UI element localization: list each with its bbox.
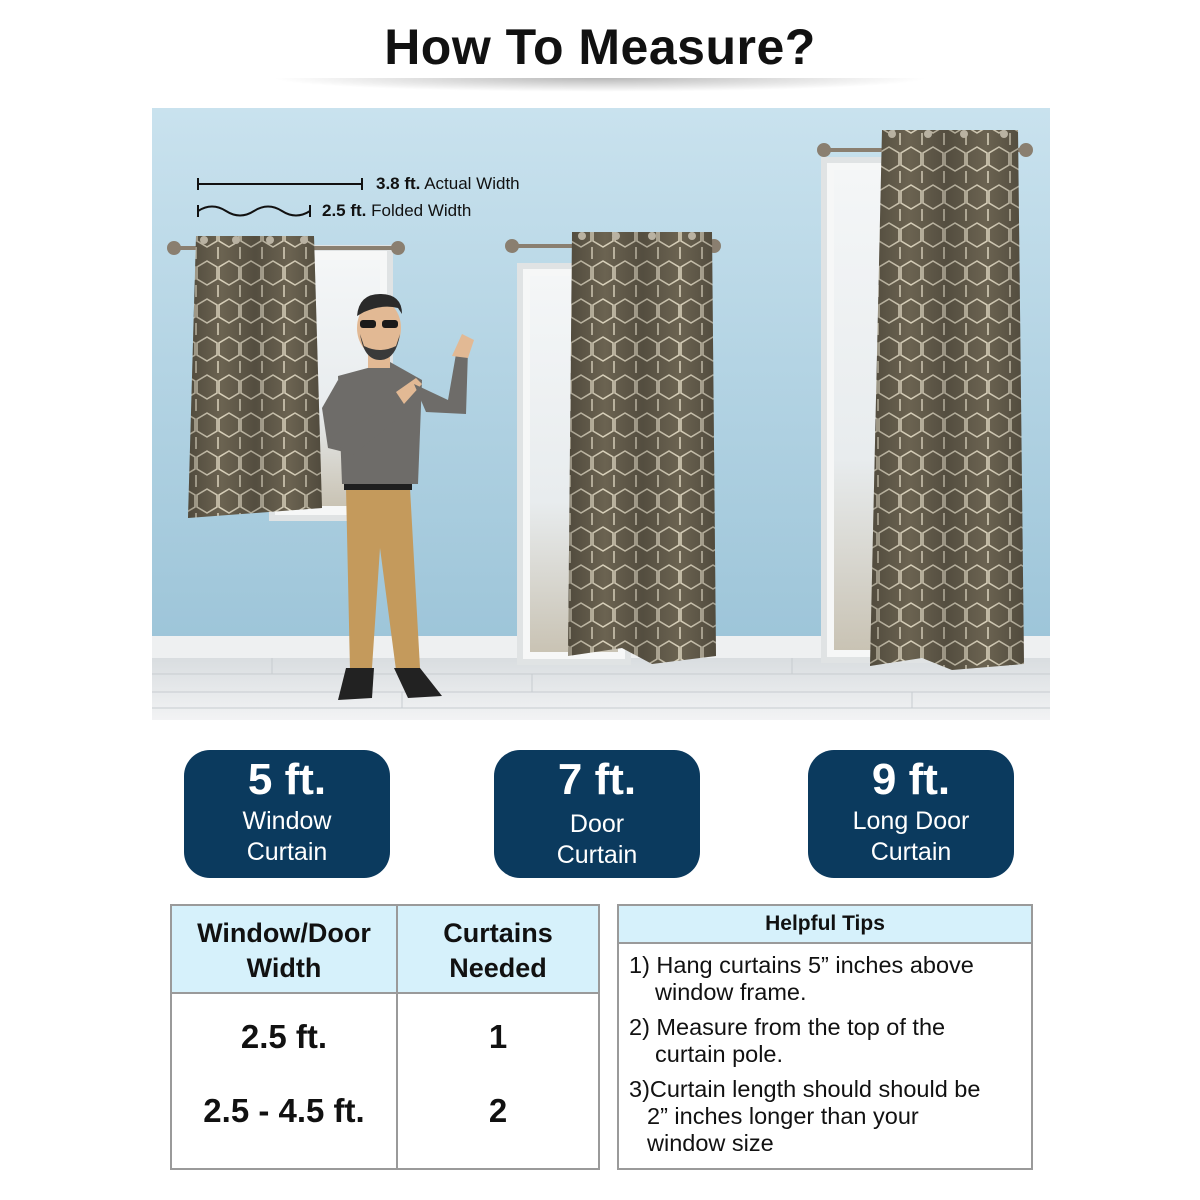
tip-2-line2: curtain pole.: [655, 1041, 784, 1067]
header-needed-line1: Curtains: [443, 918, 553, 948]
tip-2: [629, 1014, 945, 1068]
badge-size: 9 ft.: [871, 755, 951, 804]
tips-header: Helpful Tips: [619, 906, 1031, 944]
tip-1-line1: 1) Hang curtains 5” inches above: [629, 952, 974, 978]
folded-width-text: Folded Width: [371, 201, 472, 220]
title-underline-shadow: [270, 78, 930, 92]
header-needed: [398, 916, 598, 986]
row1-width: 2.5 ft.: [240, 1018, 328, 1055]
badge-label-line1: Window: [242, 807, 332, 835]
header-width-line1: Window/Door: [197, 918, 371, 948]
badge-label-line2: Curtain: [870, 838, 952, 866]
window-curtain: [188, 236, 322, 518]
actual-width-value: 3.8 ft.: [376, 174, 421, 193]
row1-needed: 1: [488, 1018, 508, 1055]
header-needed-line2: Needed: [449, 953, 547, 983]
badge-long-door-curtain: [808, 750, 1014, 878]
tip-3-line1: 3)Curtain length should should be: [629, 1076, 981, 1102]
tip-3-line2: 2” inches longer than your: [647, 1103, 919, 1129]
folded-width-value: 2.5 ft.: [322, 201, 367, 220]
tip-3: [629, 1076, 980, 1157]
row2-needed: 2: [488, 1092, 508, 1129]
header-width: [172, 916, 396, 986]
tip-1-line2: window frame.: [655, 979, 807, 1005]
badge-door-curtain: [494, 750, 700, 878]
badge-label-line2: Curtain: [556, 841, 638, 869]
badge-label-line1: Long Door: [852, 807, 970, 835]
actual-width-label: [376, 174, 520, 194]
header-width-line2: Width: [246, 953, 322, 983]
page-title: How To Measure?: [384, 19, 816, 75]
row2-width: 2.5 - 4.5 ft.: [203, 1092, 365, 1129]
actual-width-text: Actual Width: [424, 174, 520, 193]
tip-3-line3: window size: [647, 1130, 774, 1156]
badge-size: 7 ft.: [557, 755, 637, 804]
helpful-tips-box: [617, 904, 1033, 1170]
badge-window-curtain: [184, 750, 390, 878]
badge-size: 5 ft.: [247, 755, 327, 804]
badge-label-line2: Curtain: [246, 838, 328, 866]
curtains-needed-table: [170, 904, 600, 1170]
room-illustration: [152, 108, 1050, 720]
tip-1: [629, 952, 974, 1006]
badge-label-line1: Door: [569, 810, 625, 838]
folded-width-label: [322, 201, 471, 221]
tip-2-line1: 2) Measure from the top of the: [629, 1014, 946, 1040]
